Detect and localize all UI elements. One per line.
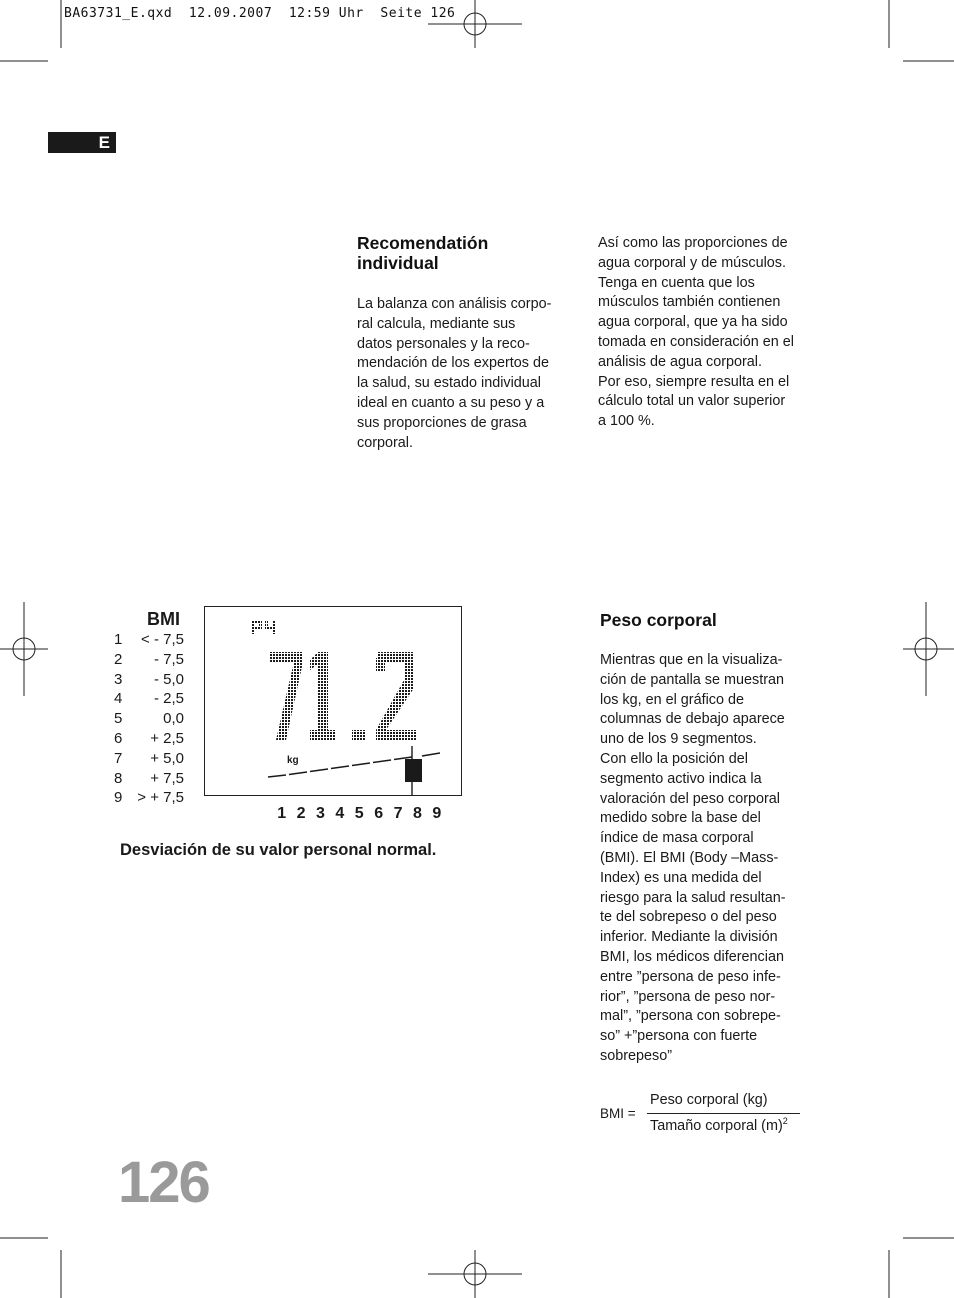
bmi-row-index: 1 <box>114 631 123 648</box>
segment-label: 9 <box>432 805 442 822</box>
bmi-legend-row <box>114 650 184 670</box>
segment-label: 1 <box>277 805 287 822</box>
bmi-legend-row <box>114 670 184 690</box>
bmi-row-index: 6 <box>114 730 123 747</box>
unit-label: kg <box>287 755 299 766</box>
bmi-legend-row <box>114 788 184 808</box>
segment-dash <box>373 760 391 763</box>
scale-display-graphic <box>204 606 462 796</box>
bmi-legend-row <box>114 689 184 709</box>
decimal-point <box>352 730 366 740</box>
active-segment-8 <box>405 759 422 782</box>
print-slug: BA63731_E.qxd 12.09.2007 12:59 Uhr Seite 126 <box>64 6 456 21</box>
bmi-legend-row <box>114 729 184 749</box>
bmi-row-value: + 5,0 <box>150 749 184 767</box>
recommendation-text: La balanza con análisis corpo- ral calcula, mediante sus datos personales y la reco- mendación de los expertos de la salud, su estado individual ideal en cuanto a su peso y a sus proporciones de grasa corporal. <box>357 296 552 451</box>
bmi-row-index: 2 <box>114 650 123 668</box>
weight-heading: Peso corporal <box>600 610 717 630</box>
water-section <box>598 234 828 432</box>
weight-text: Mientras que en la visualiza- ción de pantalla se muestran los kg, en el gráfico de columnas de debajo aparece uno de los 9 segmentos. Con ello la posición del segmento activo indica la valoración del peso corporal medido sobre la base del índice de masa corporal (BMI). El BMI (Body –Mass- Index) es una medida del riesgo para la salud resultan- te del sobrepeso o del peso inferior. Mediante la división BMI, los médicos diferencian entre ”persona de peso infe- rior”, ”persona de peso nor- mal”, ”persona con sobrepe- so” +”persona con fuerte sobrepeso” <box>600 652 786 1064</box>
formula-numerator: Peso corporal (kg) <box>650 1092 768 1108</box>
segment-dash <box>422 753 440 756</box>
recommendation-heading: Recomendatión individual <box>357 233 489 273</box>
formula-label: BMI = <box>600 1106 636 1121</box>
weight-digit-7 <box>270 652 303 740</box>
segment-dash <box>268 775 286 777</box>
page-number: 126 <box>118 1150 209 1215</box>
bmi-row-index: 7 <box>114 749 123 767</box>
bmi-row-index: 9 <box>114 789 123 807</box>
denominator-text: Tamaño corporal (m) <box>650 1117 783 1134</box>
weight-digit-2 <box>376 652 416 740</box>
segment-label: 7 <box>393 805 403 822</box>
segment-label: 2 <box>296 805 306 822</box>
language-tab: E <box>48 132 116 153</box>
bmi-row-value: > + 7,5 <box>137 789 184 807</box>
segment-labels <box>272 805 447 823</box>
bmi-row-value: - 5,0 <box>153 670 184 688</box>
segment-label: 6 <box>374 805 384 822</box>
segment-label: 5 <box>354 805 364 822</box>
bmi-row-index: 5 <box>114 710 123 728</box>
bmi-row-value: - 2,5 <box>153 690 184 708</box>
bmi-legend-title: BMI <box>147 609 180 629</box>
weight-digit-1 <box>310 652 336 740</box>
bmi-legend-row <box>114 630 184 650</box>
segment-label: 8 <box>412 805 422 822</box>
weight-section <box>600 610 825 1067</box>
bmi-legend-row <box>114 709 184 729</box>
segment-dash <box>289 772 307 775</box>
recommendation-section <box>357 233 582 453</box>
bmi-row-value: < - 7,5 <box>141 631 184 648</box>
bmi-legend-row <box>114 769 184 789</box>
display-caption: Desviación de su valor personal normal. <box>120 841 437 859</box>
water-text: Así como las proporciones de agua corporal y de músculos. Tenga en cuenta que los músculos también contienen agua corporal, que ya ha sido tomada en consideración en el análisis de agua corporal. Por eso, siempre resulta en el cálculo total un valor superior a 100 %. <box>598 235 795 430</box>
memory-indicator-p4 <box>252 620 275 634</box>
segment-dash <box>310 769 328 772</box>
bmi-row-value: + 2,5 <box>150 730 184 747</box>
bmi-legend-row <box>114 749 184 769</box>
formula-denominator <box>650 1116 788 1134</box>
bmi-row-value: 0,0 <box>163 710 184 728</box>
exponent: 2 <box>782 1116 788 1126</box>
bmi-row-value: - 7,5 <box>153 650 184 668</box>
bmi-row-index: 4 <box>114 690 123 708</box>
bmi-row-index: 3 <box>114 670 123 688</box>
segment-dash <box>331 766 349 769</box>
segment-label: 4 <box>335 805 345 822</box>
fraction-line <box>647 1113 800 1114</box>
bmi-row-value: + 7,5 <box>150 769 184 787</box>
segment-label: 3 <box>316 805 325 822</box>
bmi-row-index: 8 <box>114 769 123 787</box>
segment-dash <box>352 763 370 766</box>
